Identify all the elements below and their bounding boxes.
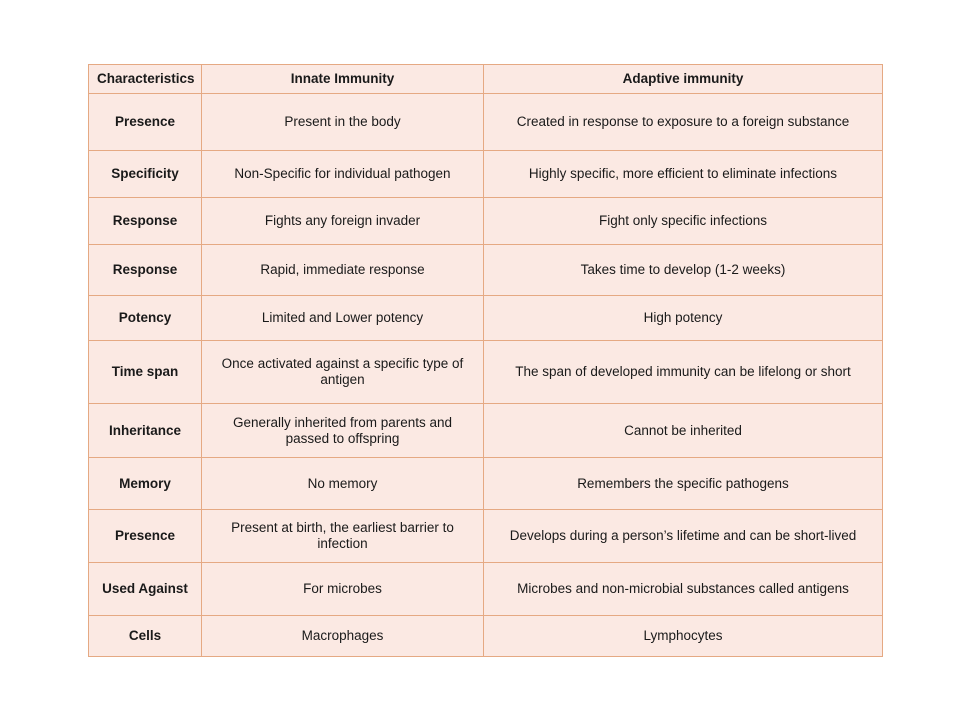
row-innate-value: For microbes	[202, 563, 484, 616]
header-characteristics: Characteristics	[89, 65, 202, 94]
table-row	[89, 510, 883, 563]
header-adaptive-immunity: Adaptive immunity	[484, 65, 883, 94]
row-characteristic: Time span	[89, 341, 202, 404]
row-innate-value: Rapid, immediate response	[202, 245, 484, 296]
table-row	[89, 404, 883, 458]
row-innate-value: Once activated against a specific type of antigen	[202, 341, 484, 404]
table-row	[89, 616, 883, 657]
table-header-row	[89, 65, 883, 94]
table-row	[89, 245, 883, 296]
row-adaptive-value: Cannot be inherited	[484, 404, 883, 458]
row-adaptive-value: High potency	[484, 296, 883, 341]
row-adaptive-value: Remembers the specific pathogens	[484, 458, 883, 510]
row-innate-value: Non-Specific for individual pathogen	[202, 151, 484, 198]
row-innate-value: No memory	[202, 458, 484, 510]
table-row	[89, 296, 883, 341]
row-characteristic: Used Against	[89, 563, 202, 616]
row-adaptive-value: Fight only specific infections	[484, 198, 883, 245]
table-row	[89, 94, 883, 151]
row-innate-value: Present in the body	[202, 94, 484, 151]
row-adaptive-value: Created in response to exposure to a foreign substance	[484, 94, 883, 151]
row-characteristic: Potency	[89, 296, 202, 341]
row-characteristic: Response	[89, 198, 202, 245]
row-characteristic: Memory	[89, 458, 202, 510]
row-characteristic: Cells	[89, 616, 202, 657]
row-adaptive-value: Develops during a person’s lifetime and can be short-lived	[484, 510, 883, 563]
row-characteristic: Presence	[89, 94, 202, 151]
row-adaptive-value: Microbes and non-microbial substances called antigens	[484, 563, 883, 616]
row-innate-value: Generally inherited from parents and passed to offspring	[202, 404, 484, 458]
row-characteristic: Response	[89, 245, 202, 296]
row-innate-value: Macrophages	[202, 616, 484, 657]
header-innate-immunity: Innate Immunity	[202, 65, 484, 94]
row-characteristic: Presence	[89, 510, 202, 563]
row-characteristic: Inheritance	[89, 404, 202, 458]
row-adaptive-value: The span of developed immunity can be lifelong or short	[484, 341, 883, 404]
row-adaptive-value: Lymphocytes	[484, 616, 883, 657]
row-innate-value: Limited and Lower potency	[202, 296, 484, 341]
row-innate-value: Present at birth, the earliest barrier to infection	[202, 510, 484, 563]
row-adaptive-value: Highly specific, more efficient to eliminate infections	[484, 151, 883, 198]
row-characteristic: Specificity	[89, 151, 202, 198]
table-row	[89, 198, 883, 245]
immunity-comparison-table	[88, 64, 883, 657]
table-row	[89, 341, 883, 404]
row-innate-value: Fights any foreign invader	[202, 198, 484, 245]
row-adaptive-value: Takes time to develop (1-2 weeks)	[484, 245, 883, 296]
table-row	[89, 563, 883, 616]
table-row	[89, 458, 883, 510]
table-row	[89, 151, 883, 198]
